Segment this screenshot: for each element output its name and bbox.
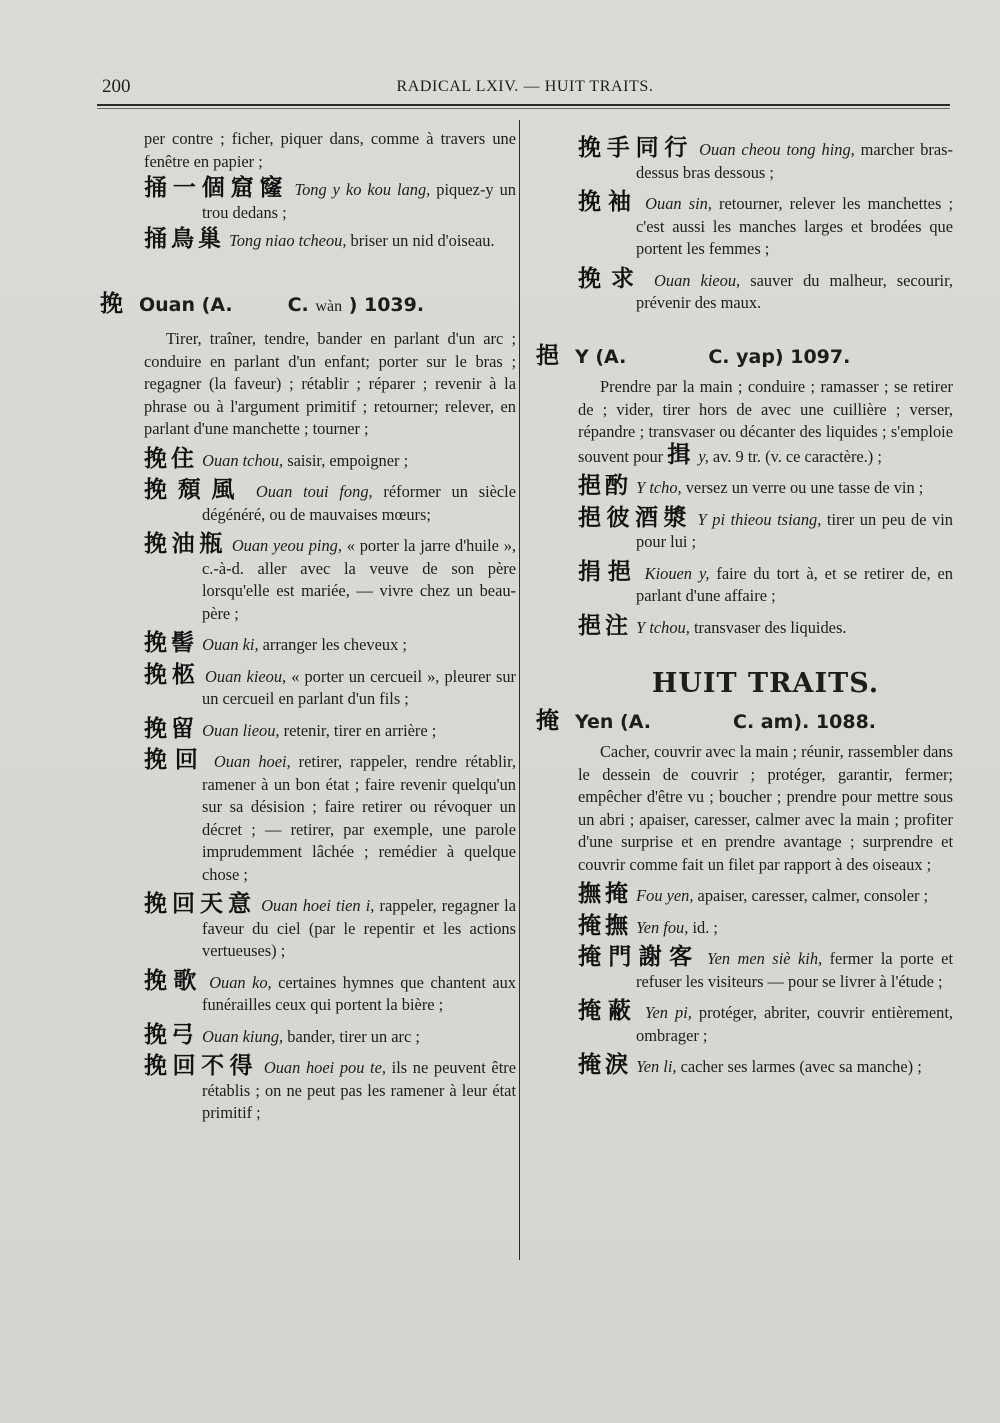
headword-character: 掩 bbox=[536, 707, 563, 734]
entry-characters: 挽求 bbox=[578, 265, 644, 292]
entry-romanization: Ouan toui fong, bbox=[255, 482, 373, 501]
entry-romanization: Ouan ki, bbox=[202, 635, 259, 654]
entry-definition: bander, tirer un arc ; bbox=[283, 1026, 420, 1046]
entry-definition: arranger les cheveux ; bbox=[258, 635, 407, 654]
entry-romanization: Tong niao tcheou, bbox=[229, 231, 347, 250]
entry-characters: 挹酌 bbox=[578, 473, 632, 499]
headword-entry bbox=[536, 342, 953, 369]
entry-definition: retourner, relever les manchettes ; c'est aussi les manches larges et brodées que portent les femmes ; bbox=[636, 194, 953, 258]
entry-romanization: Y tchou, bbox=[636, 617, 690, 637]
dictionary-entry bbox=[578, 504, 954, 554]
entry-definition: réformer un siècle dégénéré, ou de mauvaises mœurs; bbox=[202, 482, 516, 524]
entry-definition: piquez-y un trou dedans ; bbox=[202, 180, 516, 222]
headword-entry bbox=[100, 290, 516, 319]
dictionary-entry bbox=[144, 967, 516, 1017]
dictionary-entry bbox=[578, 912, 953, 940]
entry-characters: 挽袖 bbox=[578, 189, 639, 215]
entry-romanization: Ouan cheou tong hing, bbox=[699, 140, 855, 159]
headword-definition: Tirer, traîner, tendre, bander en parlant d'un arc ; conduire en parlant d'un enfant; porter sur le bras ; regagner (la faveur) ; rétablir ; réparer ; revenir à la phrase ou à l'argument primitif ; retourner; relever, en parlant d'une manchette ; tourner ; bbox=[144, 329, 516, 438]
dictionary-entry bbox=[144, 1055, 516, 1125]
headword-reading: Yen (A. bbox=[575, 710, 651, 733]
entry-definition: briser un nid d'oiseau. bbox=[346, 231, 495, 250]
dictionary-entry bbox=[144, 1021, 516, 1049]
dictionary-entry bbox=[578, 883, 953, 908]
entry-characters: 挽弓 bbox=[144, 1021, 198, 1048]
entry-romanization: Tong y ko kou lang, bbox=[294, 180, 431, 199]
entry-romanization: Yen li, bbox=[636, 1057, 677, 1076]
cantonese-label: C. bbox=[287, 293, 309, 316]
dictionary-entry bbox=[144, 445, 516, 473]
section-title: HUIT TRAITS. bbox=[651, 668, 880, 699]
headword-reading: Ouan (A. bbox=[139, 293, 233, 316]
dictionary-entry bbox=[144, 749, 516, 886]
entry-definition: rappeler, regagner la faveur du ciel (par le repentir et les actions vertueuses) ; bbox=[202, 896, 517, 960]
entry-definition: faire du tort à, et se retirer de, en parlant d'une affaire ; bbox=[636, 563, 954, 605]
header-rule bbox=[97, 104, 950, 106]
headword-character: 挽 bbox=[100, 290, 127, 317]
dictionary-entry bbox=[144, 893, 516, 963]
entry-definition: ils ne peuvent être rétablis ; on ne peut pas les ramener à leur état primitif ; bbox=[202, 1058, 516, 1122]
entry-romanization: Ouan hoei pou te, bbox=[263, 1058, 386, 1077]
entry-characters: 捅一個窟窿 bbox=[144, 175, 289, 201]
entry-characters: 捐挹 bbox=[578, 558, 638, 585]
dictionary-entry bbox=[144, 177, 516, 224]
entry-characters: 挹注 bbox=[578, 612, 632, 639]
entry-characters: 挽回不得 bbox=[144, 1053, 259, 1079]
entry-romanization: Yen men siè kih, bbox=[706, 949, 823, 968]
entry-romanization: Fou yen, bbox=[636, 886, 694, 905]
entry-definition: transvaser des liquides. bbox=[689, 617, 847, 637]
entry-romanization: Ouan ko, bbox=[209, 972, 272, 992]
reference-character: 揖 bbox=[667, 441, 695, 468]
entry-definition: « porter la jarre d'huile », c.-à-d. aller avec la veuve de son père lorsqu'elle est mariée, — vivre chez un beau-père ; bbox=[202, 536, 517, 623]
dictionary-entry bbox=[578, 475, 953, 500]
dictionary-entry bbox=[144, 715, 516, 743]
entry-definition: id. ; bbox=[688, 917, 718, 937]
entry-romanization: Kiouen y, bbox=[644, 563, 710, 583]
entry-romanization: Ouan sin, bbox=[645, 194, 712, 213]
dictionary-entry bbox=[578, 558, 954, 608]
entry-romanization: Yen fou, bbox=[636, 917, 689, 937]
entry-definition: saisir, empoigner ; bbox=[283, 450, 409, 470]
entry-characters: 挽回天意 bbox=[144, 891, 257, 917]
headword-number: ) 1039. bbox=[348, 293, 425, 316]
dictionary-entry bbox=[578, 137, 953, 184]
entry-characters: 挽髻 bbox=[144, 630, 198, 656]
dictionary-entry bbox=[578, 1054, 953, 1079]
entry-romanization: Ouan lieou, bbox=[202, 720, 280, 740]
entry-definition: cacher ses larmes (avec sa manche) ; bbox=[676, 1057, 922, 1076]
entry-characters: 掩蔽 bbox=[578, 998, 638, 1024]
entry-characters: 挹彼酒漿 bbox=[578, 504, 692, 531]
headword-entry bbox=[536, 707, 953, 734]
entry-list bbox=[100, 445, 517, 1125]
dictionary-entry bbox=[578, 265, 953, 315]
dictionary-entry bbox=[578, 612, 953, 640]
entry-definition: retenir, tirer en arrière ; bbox=[279, 720, 437, 740]
entry-definition: fermer la porte et refuser les visiteurs — pour se livrer à l'étude ; bbox=[636, 949, 954, 991]
left-column bbox=[100, 128, 516, 1125]
entry-characters: 挽手同行 bbox=[578, 135, 694, 161]
entry-definition: apaiser, caresser, calmer, consoler ; bbox=[693, 886, 929, 905]
entry-characters: 挽回 bbox=[144, 747, 206, 773]
column-divider bbox=[519, 120, 520, 1260]
entry-characters: 挽油瓶 bbox=[144, 531, 228, 557]
entry-definition: « porter un cercueil », pleurer sur un cercueil en parlant d'un fils ; bbox=[202, 666, 516, 708]
headword-character: 挹 bbox=[536, 342, 563, 369]
headword-definition bbox=[578, 376, 953, 468]
entry-romanization: Ouan tchou, bbox=[202, 450, 284, 470]
entry-romanization: Yen pi, bbox=[644, 1003, 692, 1022]
page-header bbox=[100, 70, 950, 100]
dictionary-entry bbox=[144, 533, 516, 625]
entry-characters: 挽歌 bbox=[144, 967, 203, 994]
entry-characters: 挽頹風 bbox=[144, 477, 246, 503]
dictionary-entry bbox=[144, 228, 516, 253]
entry-romanization: Ouan yeou ping, bbox=[231, 536, 342, 555]
entry-romanization: Y tcho, bbox=[636, 478, 682, 497]
headword-number: C. am). 1088. bbox=[733, 710, 877, 733]
reference-romanization: y, bbox=[698, 446, 709, 466]
entry-definition: certaines hymnes que chantent aux funérailles ceux qui portent la bière ; bbox=[202, 972, 516, 1014]
right-column bbox=[536, 130, 954, 1079]
entry-definition: sauver du malheur, secourir, prévenir des maux. bbox=[636, 270, 953, 312]
entry-definition: tirer un peu de vin pour lui ; bbox=[636, 509, 954, 551]
headword-reading: Y (A. bbox=[575, 345, 627, 368]
entry-characters: 掩淚 bbox=[578, 1052, 632, 1078]
reference-note: av. 9 tr. (v. ce caractère.) ; bbox=[708, 446, 882, 466]
dictionary-entry bbox=[578, 946, 953, 993]
entry-romanization: Ouan kiung, bbox=[202, 1026, 284, 1046]
headword-number: C. yap) 1097. bbox=[708, 345, 851, 368]
entry-definition: protéger, abriter, couvrir entièrement, ombrager ; bbox=[636, 1003, 953, 1045]
header-rule-thin bbox=[97, 108, 950, 109]
entry-definition: marcher bras-dessus bras dessous ; bbox=[636, 140, 953, 182]
continued-text: per contre ; ficher, piquer dans, comme à travers une fenêtre en papier ; bbox=[144, 129, 516, 171]
dictionary-entry bbox=[144, 632, 516, 657]
entry-characters: 撫掩 bbox=[578, 881, 632, 907]
headword-definition: Cacher, couvrir avec la main ; réunir, rassembler dans le dessein de couvrir ; protéger, garantir, fermer; empêcher d'être vu ; boucher ; prendre pour mettre sous un abri ; apaiser, caresser, calmer avec la main ; profiter d'une surprise et en prendre avantage ; surprendre et couvrir comme fait un filet par rapport à des oiseaux ; bbox=[578, 742, 953, 874]
entry-characters: 挽柩 bbox=[144, 661, 200, 688]
dictionary-entry bbox=[144, 479, 516, 526]
entry-characters: 掩門謝客 bbox=[578, 944, 700, 970]
entry-list bbox=[578, 137, 953, 315]
entry-characters: 掩撫 bbox=[578, 912, 632, 939]
entry-romanization: Y pi thieou tsiang, bbox=[697, 509, 822, 529]
entry-list bbox=[578, 883, 953, 1079]
running-title: RADICAL LXIV. — HUIT TRAITS. bbox=[396, 78, 654, 95]
entry-romanization: Ouan hoei, bbox=[213, 752, 291, 771]
dictionary-entry bbox=[578, 1000, 953, 1047]
entry-characters: 捅鳥巢 bbox=[144, 226, 225, 252]
dictionary-entry bbox=[144, 661, 516, 711]
cantonese-reading: wàn bbox=[315, 297, 343, 315]
dictionary-entry bbox=[578, 191, 953, 261]
entry-romanization: Ouan kieou, bbox=[205, 666, 287, 686]
entry-characters: 挽留 bbox=[144, 715, 198, 742]
page-number: 200 bbox=[102, 76, 131, 97]
entry-definition: versez un verre ou une tasse de vin ; bbox=[681, 478, 924, 497]
entry-list bbox=[578, 475, 953, 639]
definition-text: Prendre par la main ; conduire ; ramasser ; se retirer de ; vider, tirer hors de avec une cuillière ; verser, répandre ; transvaser ou décanter des liquides ; s'emploie souvent pour bbox=[578, 377, 953, 466]
entry-definition: retirer, rappeler, rendre rétablir, ramener à un bon état ; faire revenir quelqu'un sur sa désision ; faire retirer ou révoquer un décret ; — retirer, par exemple, une parole imprudemment lâchée ; remédier à quelque chose ; bbox=[202, 752, 516, 884]
entry-romanization: Ouan kieou, bbox=[654, 270, 741, 290]
entry-romanization: Ouan hoei tien i, bbox=[261, 896, 375, 915]
entry-characters: 挽住 bbox=[144, 445, 198, 472]
